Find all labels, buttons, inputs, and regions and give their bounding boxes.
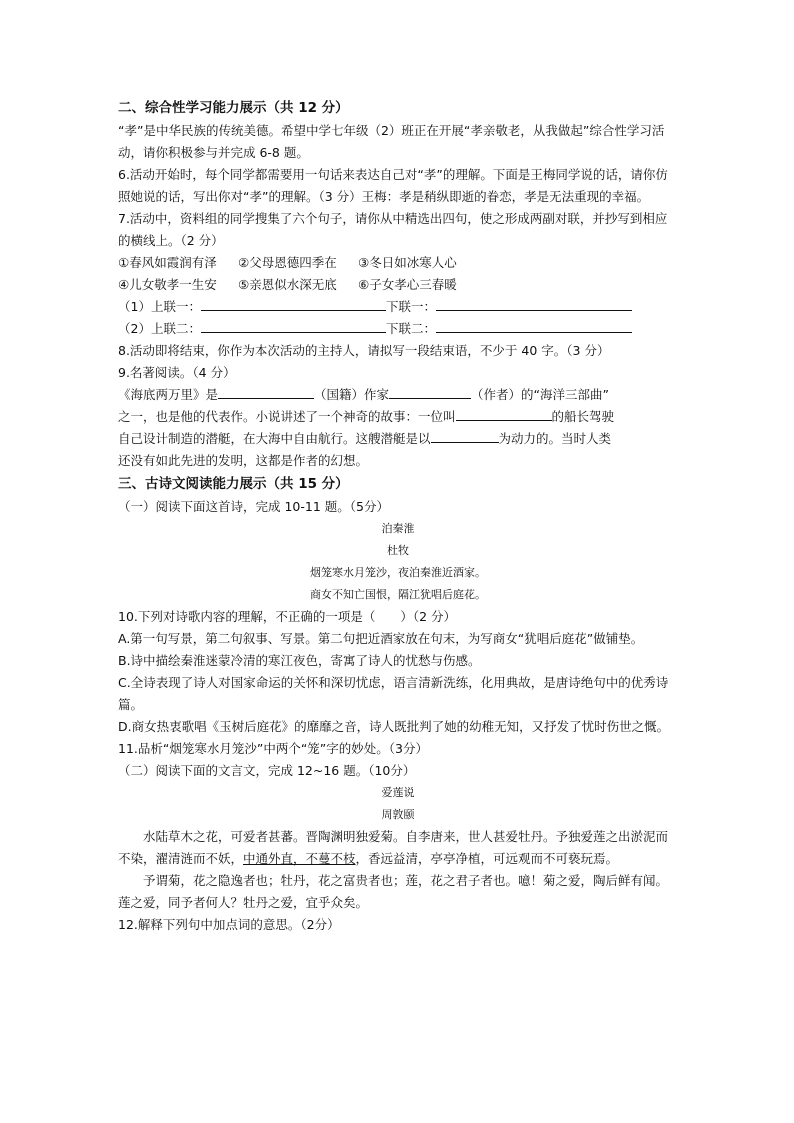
upper-couplet-2-label: （2）上联二：: [118, 321, 201, 336]
lower-couplet-1-label: 下联一：: [385, 299, 436, 314]
question-12: 12.解释下列句中加点词的意思。（2分）: [118, 917, 340, 932]
lower-couplet-2-blank[interactable]: [436, 318, 632, 333]
question-10: 10.下列对诗歌内容的理解，不正确的一项是（ ）（2 分）: [118, 609, 457, 624]
subsection-2: （二）阅读下面的文言文，完成 12~16 题。（10分）: [118, 763, 416, 778]
poem-author: 杜牧: [387, 544, 409, 557]
upper-couplet-1-label: （1）上联一：: [118, 299, 201, 314]
couplet-options-row-2: [118, 274, 678, 296]
question-6: 6.活动开始时，每个同学都需要用一句话来表达自己对“孝”的理解。下面是王梅同学说的话，请你仿照她说的话，写出你对“孝”的理解。（3 分）王梅：孝是稍纵即逝的眷恋，孝是无法重现的幸福。: [118, 167, 668, 204]
section-3-title: 三、古诗文阅读能力展示（共 15 分）: [118, 476, 349, 492]
q9-text-1: 《海底两万里》是: [118, 387, 219, 402]
option-a: A.第一句写景，第二句叙事、写景。第二句把近酒家放在句末，为写商女“犹唱后庭花”做铺垫。: [118, 631, 644, 646]
lower-couplet-2-label: 下联二：: [385, 321, 436, 336]
upper-couplet-1-blank[interactable]: [201, 296, 386, 311]
prose-paragraph-2: 予谓菊，花之隐逸者也；牡丹，花之富贵者也；莲，花之君子者也。噫！菊之爱，陶后鲜有闻。莲之爱，同予者何人？牡丹之爱，宜乎众矣。: [118, 873, 669, 910]
prose-p1-part-b: ，香远益清，亭亭净植，可远观而不可亵玩焉。: [355, 851, 619, 866]
author-blank[interactable]: [389, 384, 471, 399]
question-9-line-3: [118, 428, 678, 450]
option-6: ⑥子女孝心三春暖: [358, 277, 457, 292]
q9-text-5: 的船长驾驶: [551, 409, 615, 424]
prose-author: 周敦颐: [381, 808, 415, 821]
couplet-line-2: [118, 318, 678, 340]
prose-p1-underlined: 中通外直，不蔓不枝: [243, 851, 356, 866]
couplet-options-row-1: [118, 252, 678, 274]
question-8: 8.活动即将结束，你作为本次活动的主持人，请拟写一段结束语，不少于 40 字。（3 分）: [118, 343, 610, 358]
poem-line-1: 烟笼寒水月笼沙，夜泊秦淮近酒家。: [310, 566, 486, 579]
poem-line-2: 商女不知亡国恨，隔江犹唱后庭花。: [310, 588, 486, 601]
question-11: 11.品析“烟笼寒水月笼沙”中两个“笼”字的妙处。（3分）: [118, 741, 428, 756]
subsection-1: （一）阅读下面这首诗，完成 10-11 题。（5分）: [118, 499, 389, 514]
nationality-blank[interactable]: [218, 384, 314, 399]
prose-paragraph-1: [118, 826, 678, 870]
q9-text-4: 之一，也是他的代表作。小说讲述了一个神奇的故事：一位叫: [118, 409, 456, 424]
question-9-line-4: 还没有如此先进的发明，这都是作者的幻想。: [118, 453, 369, 468]
poem-title: 泊秦淮: [381, 522, 415, 535]
option-d: D.商女热衷歌唱《玉树后庭花》的靡靡之音，诗人既批判了她的幼稚无知，又抒发了忧时伤世之慨。: [118, 719, 670, 734]
q9-text-3: （作者）的“海洋三部曲”: [471, 387, 609, 402]
option-2: ②父母恩德四季在: [238, 255, 337, 270]
option-3: ③冬日如冰寒人心: [358, 255, 457, 270]
question-9-line-1: [118, 384, 678, 406]
section-2-title: 二、综合性学习能力展示（共 12 分）: [118, 100, 349, 116]
exam-page: [118, 96, 678, 936]
option-4: ④儿女敬孝一生安: [118, 277, 217, 292]
q9-text-7: 为动力的。当时人类: [498, 431, 612, 446]
lower-couplet-1-blank[interactable]: [436, 296, 632, 311]
intro-text: “孝”是中华民族的传统美德。希望中学七年级（2）班正在开展“孝亲敬老，从我做起”综合性学习活动，请你积极参与并完成 6-8 题。: [118, 123, 665, 160]
option-5: ⑤亲恩似水深无底: [238, 277, 337, 292]
q9-text-6: 自己设计制造的潜艇，在大海中自由航行。这艘潜艇是以: [118, 431, 431, 446]
q9-text-2: （国籍）作家: [314, 387, 390, 402]
prose-p1-part-a: 水陆草木之花，可爱者甚蕃。晋陶渊明独爱菊。自李唐来，世人甚爱牡丹。予独爱莲之出淤泥而不染，濯清涟而不妖，: [118, 829, 669, 866]
question-7: 7.活动中，资料组的同学搜集了六个句子，请你从中精选出四句，使之形成两副对联，并抄写到相应的横线上。（2 分）: [118, 211, 668, 248]
option-c: C.全诗表现了诗人对国家命运的关怀和深切忧虑，语言清新洗练，化用典故，是唐诗绝句中的优秀诗篇。: [118, 675, 669, 712]
option-1: ①春风如霞润有泽: [118, 255, 217, 270]
question-9: 9.名著阅读。（4 分）: [118, 365, 236, 380]
captain-blank[interactable]: [456, 406, 552, 421]
option-b: B.诗中描绘秦淮迷蒙冷清的寒江夜色，寄寓了诗人的忧愁与伤感。: [118, 653, 481, 668]
power-blank[interactable]: [431, 428, 499, 443]
couplet-line-1: [118, 296, 678, 318]
question-9-line-2: [118, 406, 678, 428]
upper-couplet-2-blank[interactable]: [201, 318, 386, 333]
prose-title: 爱莲说: [381, 786, 415, 799]
